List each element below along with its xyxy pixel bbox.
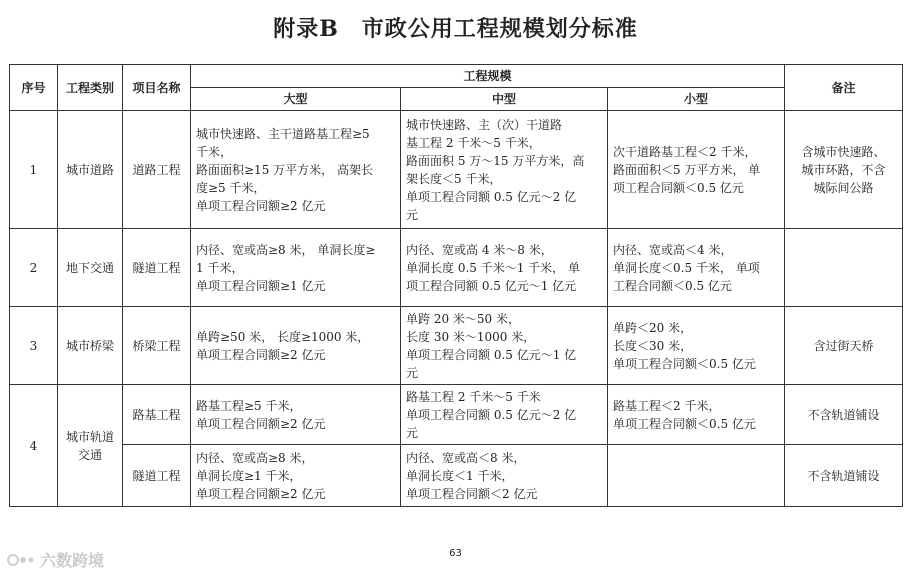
cell-line: 工程合同额＜0.5 亿元 — [613, 278, 732, 293]
header-category: 工程类别 — [58, 65, 123, 111]
cell-small — [608, 307, 785, 385]
cell-small — [608, 385, 785, 445]
header-scale: 工程规模 — [191, 65, 785, 88]
cell-line: 基工程 2 千米～5 千米， — [406, 135, 541, 150]
header-medium: 中型 — [401, 88, 608, 111]
row-category: 城市桥梁 — [58, 307, 123, 385]
row-seq: 1 — [10, 111, 58, 229]
cell-line: 内径、宽或高≥8 米， — [196, 450, 314, 465]
cell-line: 次干道路基工程＜2 千米， — [613, 144, 757, 159]
row-project: 路基工程 — [123, 385, 191, 445]
cell-line: 城市快速路、主（次）干道路 — [406, 117, 563, 132]
scale-standard-table — [9, 64, 903, 507]
cell-medium — [401, 307, 608, 385]
header-note: 备注 — [785, 65, 903, 111]
cell-line: 内径、宽或高＜8 米， — [406, 450, 526, 465]
cell-note — [785, 229, 903, 307]
row-project: 道路工程 — [123, 111, 191, 229]
header-small: 小型 — [608, 88, 785, 111]
cell-line: 单项工程合同额 0.5 亿元～2 亿 — [406, 407, 577, 422]
cell-line: 元 — [406, 425, 419, 440]
cell-line: 内径、宽或高≥8 米， 单洞长度≥ — [196, 242, 376, 257]
cell-small — [608, 111, 785, 229]
cell-line: 元 — [406, 365, 419, 380]
header-project: 项目名称 — [123, 65, 191, 111]
cell-medium — [401, 111, 608, 229]
cell-line: 内径、宽或高 4 米～8 米， — [406, 242, 553, 257]
cell-line: 项工程合同额＜0.5 亿元 — [613, 180, 744, 195]
cell-note — [785, 385, 903, 445]
cell-small — [608, 229, 785, 307]
row-project: 桥梁工程 — [123, 307, 191, 385]
row-category: 城市道路 — [58, 111, 123, 229]
cell-line: 架长度＜5 千米， — [406, 171, 502, 186]
cell-line: 长度＜30 米， — [613, 338, 693, 353]
cell-large — [191, 111, 401, 229]
cell-medium — [401, 385, 608, 445]
cell-line: 单项工程合同额≥2 亿元 — [196, 416, 326, 431]
row-seq: 4 — [10, 385, 58, 507]
cell-line: 单项工程合同额＜2 亿元 — [406, 486, 538, 501]
cell-line: 单项工程合同额≥1 亿元 — [196, 278, 326, 293]
cell-line: 城市环路，不含 — [801, 162, 886, 177]
cell-large — [191, 445, 401, 507]
cell-line: 含过街天桥 — [813, 338, 874, 353]
cell-line: 含城市快速路、 — [801, 144, 886, 159]
row-category: 城市轨道交通 — [58, 385, 123, 507]
cell-line: 不含轨道铺设 — [807, 468, 880, 483]
cell-line: 单跨＜20 米， — [613, 320, 693, 335]
cell-line: 长度 30 米～1000 米， — [406, 329, 536, 344]
watermark-logo-icon — [6, 552, 36, 568]
cell-line: 千米， — [196, 144, 233, 159]
cell-line: 城际间公路 — [813, 180, 874, 195]
watermark — [6, 548, 104, 571]
row-project: 隧道工程 — [123, 229, 191, 307]
cell-line: 路基工程＜2 千米， — [613, 398, 721, 413]
cell-note — [785, 111, 903, 229]
cell-line: 内径、宽或高＜4 米， — [613, 242, 733, 257]
cell-line: 单跨 20 米～50 米， — [406, 311, 520, 326]
cell-line: 单洞长度≥1 千米， — [196, 468, 302, 483]
cell-note — [785, 307, 903, 385]
cell-line: 单洞长度＜0.5 千米， 单项 — [613, 260, 760, 275]
row-seq: 3 — [10, 307, 58, 385]
header-seq: 序号 — [10, 65, 58, 111]
header-large: 大型 — [191, 88, 401, 111]
cell-line: 路基工程≥5 千米， — [196, 398, 302, 413]
table-row — [10, 385, 903, 445]
cell-line: 城市快速路、主干道路基工程≥5 — [196, 126, 370, 141]
cell-line: 路面面积 5 万～15 万平方米，高 — [406, 153, 585, 168]
table-row — [10, 445, 903, 507]
page-title: 附录B 市政公用工程规模划分标准 — [273, 16, 638, 42]
cell-line: 单项工程合同额≥2 亿元 — [196, 347, 326, 362]
table-row — [10, 111, 903, 229]
table-row — [10, 307, 903, 385]
cell-line: 单项工程合同额 0.5 亿元～2 亿 — [406, 189, 577, 204]
row-seq: 2 — [10, 229, 58, 307]
cell-line: 路基工程 2 千米～5 千米 — [406, 389, 541, 404]
cell-large — [191, 385, 401, 445]
cell-line: 度≥5 千米， — [196, 180, 266, 195]
cell-line: 项工程合同额 0.5 亿元～1 亿元 — [406, 278, 577, 293]
cell-line: 单项工程合同额≥2 亿元 — [196, 486, 326, 501]
cell-small — [608, 445, 785, 507]
cell-line: 单项工程合同额 0.5 亿元～1 亿 — [406, 347, 577, 362]
cell-line: 元 — [406, 207, 419, 222]
cell-line: 路面面积≥15 万平方米， 高架长 — [196, 162, 373, 177]
cell-line: 单项工程合同额≥2 亿元 — [196, 198, 326, 213]
cell-line: 不含轨道铺设 — [807, 407, 880, 422]
cell-note — [785, 445, 903, 507]
cell-line: 单洞长度＜1 千米， — [406, 468, 514, 483]
cell-line: 单洞长度 0.5 千米～1 千米， 单 — [406, 260, 580, 275]
cell-line: 路面面积＜5 万平方米， 单 — [613, 162, 761, 177]
cell-line: 单项工程合同额＜0.5 亿元 — [613, 416, 756, 431]
row-project: 隧道工程 — [123, 445, 191, 507]
row-category: 地下交通 — [58, 229, 123, 307]
cell-large — [191, 307, 401, 385]
cell-medium — [401, 445, 608, 507]
watermark-text: 六数跨境 — [40, 551, 105, 570]
cell-line: 1 千米， — [196, 260, 244, 275]
cell-medium — [401, 229, 608, 307]
page-number: 63 — [449, 548, 462, 559]
table-row — [10, 229, 903, 307]
cell-line: 单跨≥50 米， 长度≥1000 米， — [196, 329, 370, 344]
cell-line: 单项工程合同额＜0.5 亿元 — [613, 356, 756, 371]
cell-large — [191, 229, 401, 307]
